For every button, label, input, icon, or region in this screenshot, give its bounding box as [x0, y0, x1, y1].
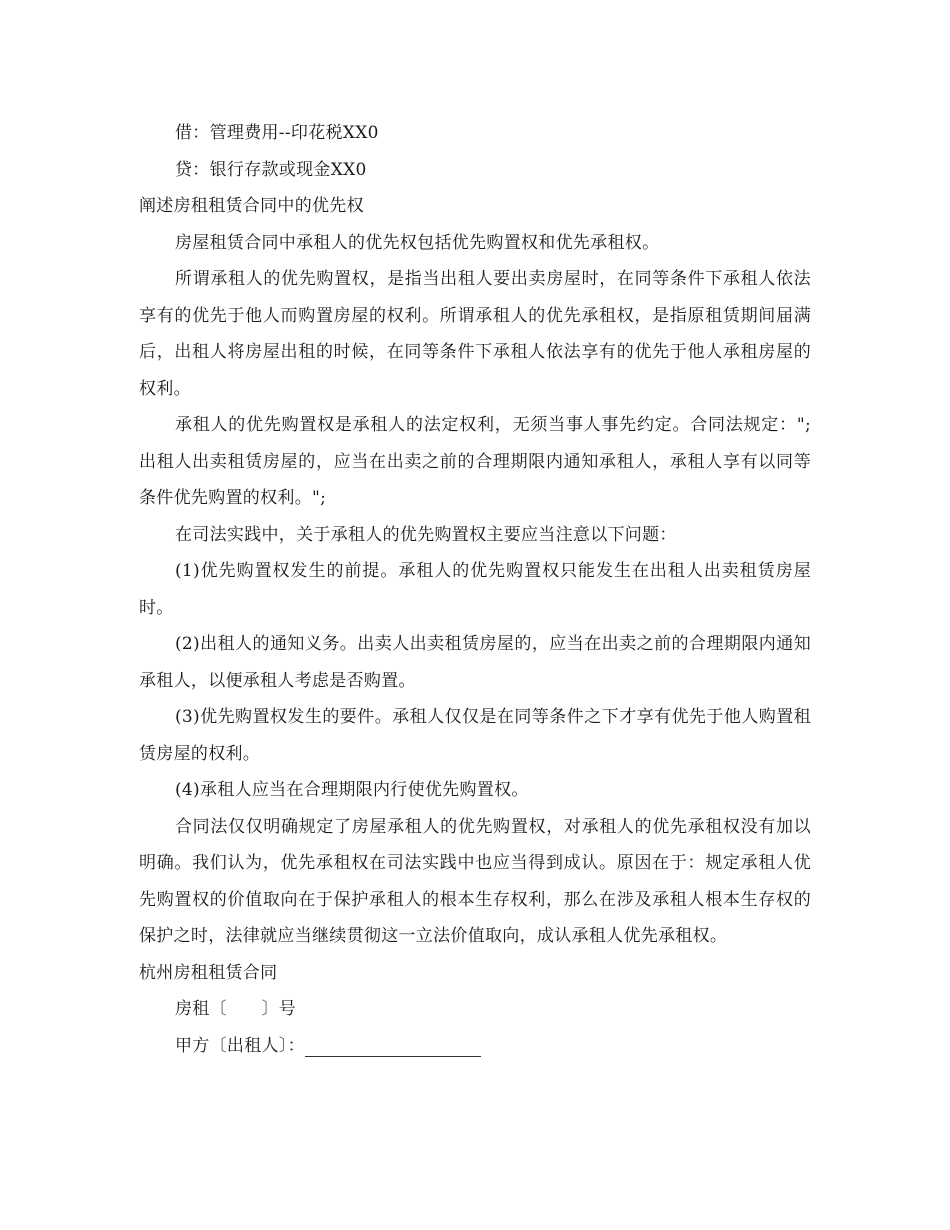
contract-number: 房租〔 〕号	[175, 999, 297, 1019]
paragraph: 合同法仅仅明确规定了房屋承租人的优先购置权，对承租人的优先承租权没有加以明确。我们认为，优先承租权在司法实践中也应当得到成认。原因在于：规定承租人优先购置权的价值取向在于保护承租人的根本生存权利，那么在涉及承租人根本生存权的保护之时，法律就应当继续贯彻这一立法价值取向，成认承租人优先承租权。	[139, 816, 811, 946]
paragraph: 承租人的优先购置权是承租人的法定权利，无须当事人事先约定。合同法规定：";出租人出卖租赁房屋的，应当在出卖之前的合理期限内通知承租人，承租人享有以同等条件优先购置的权利。";	[139, 415, 811, 508]
debit-entry: 借：管理费用--印花税XX0	[175, 123, 379, 143]
paragraph: 所谓承租人的优先购置权，是指当出租人要出卖房屋时，在同等条件下承租人依法享有的优先于他人而购置房屋的权利。所谓承租人的优先承租权，是指原租赁期间届满后，出租人将房屋出租的时候，在同等条件下承租人依法享有的优先于他人承租房屋的权利。	[139, 269, 811, 399]
party-a-blank-field[interactable]	[305, 1034, 481, 1057]
paragraph: 房屋租赁合同中承租人的优先权包括优先购置权和优先承租权。	[175, 232, 660, 253]
paragraph: 在司法实践中，关于承租人的优先购置权主要应当注意以下问题：	[175, 524, 677, 545]
section-title-priority-rights: 阐述房租租赁合同中的优先权	[139, 196, 364, 216]
party-a-label: 甲方〔出租人〕：	[175, 1035, 305, 1056]
document-body	[139, 115, 811, 1064]
credit-entry: 贷：银行存款或现金XX0	[175, 159, 367, 180]
list-item: (2)出租人的通知义务。出卖人出卖租赁房屋的，应当在出卖之前的合理期限内通知承租人，以便承租人考虑是否购置。	[139, 634, 811, 691]
section-title-hangzhou-contract: 杭州房租租赁合同	[139, 962, 278, 983]
list-item: (3)优先购置权发生的要件。承租人仅仅是在同等条件之下才享有优先于他人购置租赁房屋的权利。	[139, 707, 811, 764]
list-item: (1)优先购置权发生的前提。承租人的优先购置权只能发生在出租人出卖租赁房屋时。	[139, 561, 811, 618]
list-item: (4)承租人应当在合理期限内行使优先购置权。	[175, 780, 529, 800]
party-a-line	[139, 1028, 811, 1065]
